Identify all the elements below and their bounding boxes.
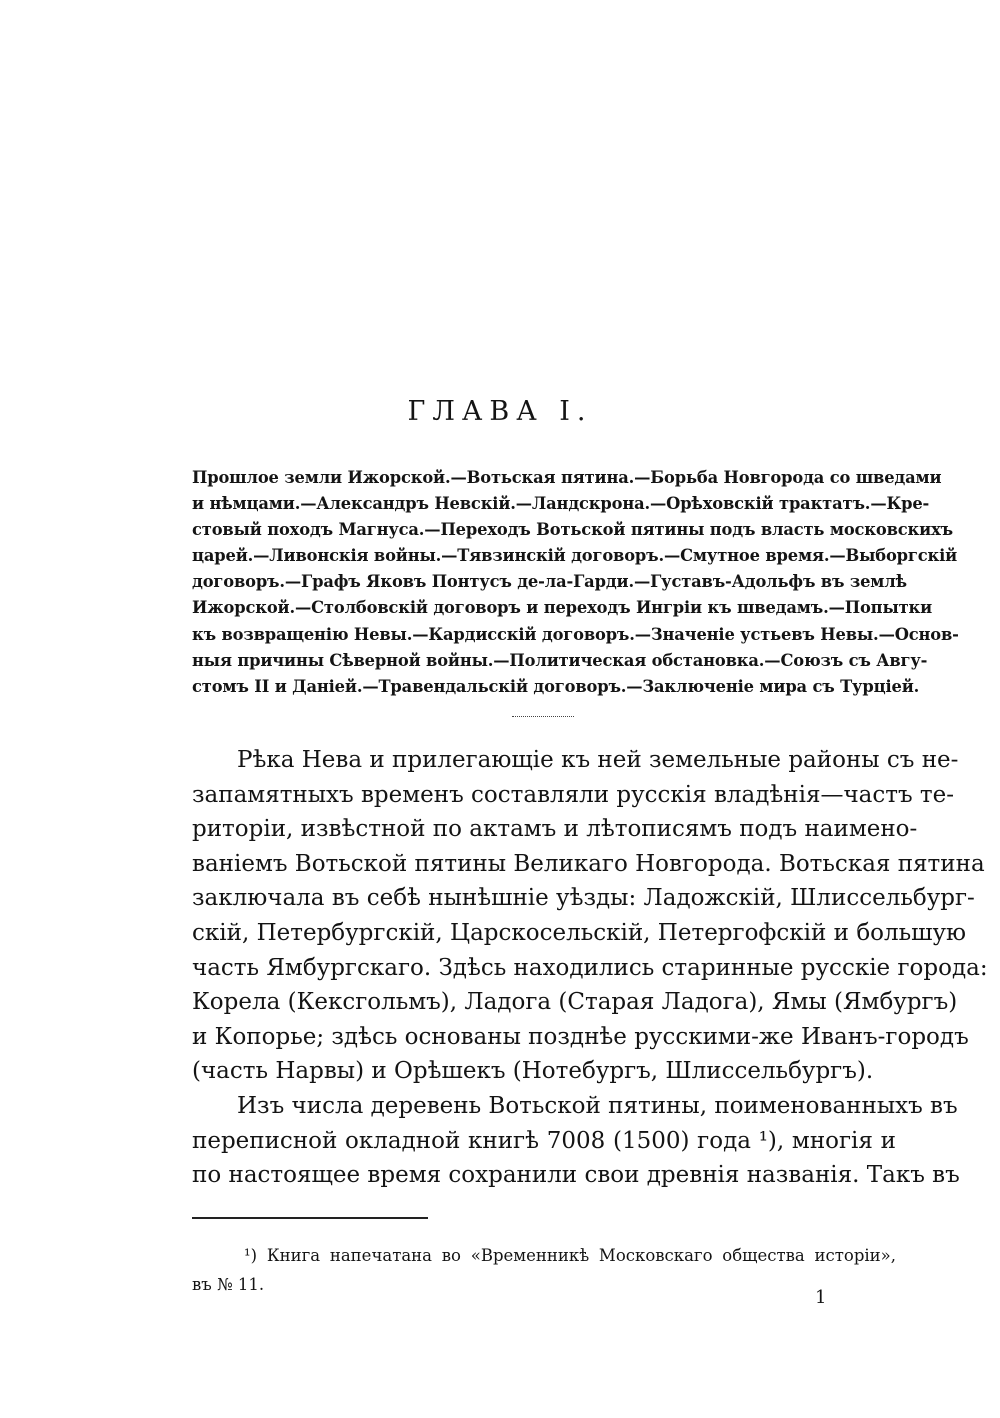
body-line: (часть Нарвы) и Орѣшекъ (Нотебургъ, Шлиссельбургъ). — [192, 1058, 874, 1085]
chapter-title: ГЛАВА I. — [407, 396, 593, 427]
summary-line: стовый походъ Магнуса.—Переходъ Вотьской пятины подъ власть московскихъ — [192, 520, 953, 540]
body-line: переписной окладной книгѣ 7008 (1500) года ¹), многія и — [192, 1127, 896, 1154]
summary-line: къ возвращенію Невы.—Кардисскій договоръ.—Значеніе устьевъ Невы.—Основ- — [192, 624, 959, 644]
footnote-line: ¹) Книга напечатана во «Временникѣ Московскаго общества исторіи», — [244, 1246, 896, 1265]
summary-line: и нѣмцами.—Александръ Невскій.—Ландскрона.—Орѣховскій трактатъ.—Кре- — [192, 494, 930, 514]
summary-line: стомъ II и Даніей.—Травендальскій договоръ.—Заключеніе мира съ Турціей. — [192, 676, 920, 696]
footnote-rule — [192, 1217, 428, 1219]
summary-line: договоръ.—Графъ Яковъ Понтусъ де-ла-Гарди.—Густавъ-Адольфъ въ землѣ — [192, 572, 907, 592]
section-separator — [512, 716, 574, 717]
body-text — [192, 743, 988, 1193]
chapter-summary — [192, 465, 959, 700]
summary-line: царей.—Ливонскія войны.—Тявзинскій договоръ.—Смутное время.—Выборгскій — [192, 546, 958, 566]
body-line: риторіи, извѣстной по актамъ и лѣтописямъ подъ наимено- — [192, 816, 918, 843]
footnote-line: въ № 11. — [192, 1275, 265, 1294]
body-line: Корела (Кексгольмъ), Ладога (Старая Ладога), Ямы (Ямбургъ) — [192, 989, 958, 1016]
footnote — [192, 1241, 896, 1299]
summary-line: Прошлое земли Ижорской.—Вотьская пятина.—Борьба Новгорода со шведами — [192, 468, 942, 487]
summary-line: ныя причины Сѣверной войны.—Политическая обстановка.—Союзъ съ Авгу- — [192, 650, 928, 670]
body-line: часть Ямбургскаго. Здѣсь находились старинные русскіе города: — [192, 954, 988, 981]
summary-line: Ижорской.—Столбовскій договоръ и переходъ Ингріи къ шведамъ.—Попытки — [192, 598, 933, 618]
body-line: Изъ числа деревень Вотьской пятины, поименованныхъ въ — [237, 1092, 958, 1119]
body-line: запамятныхъ временъ составляли русскія владѣнія—частъ те- — [192, 781, 955, 808]
body-line: Рѣка Нева и прилегающіе къ ней земельные районы съ не- — [237, 747, 959, 773]
body-line: и Копорье; здѣсь основаны позднѣе русскими-же Иванъ-городъ — [192, 1023, 969, 1050]
page-number: 1 — [815, 1287, 827, 1308]
body-line: скій, Петербургскій, Царскосельскій, Петергофскій и большую — [192, 919, 967, 946]
body-line: ваніемъ Вотьской пятины Великаго Новгорода. Вотьская пятина — [192, 850, 985, 877]
body-line: заключала въ себѣ нынѣшніе уѣзды: Ладожскій, Шлиссельбург- — [192, 885, 975, 912]
body-line: по настоящее время сохранили свои древнія названія. Такъ въ — [192, 1162, 960, 1189]
